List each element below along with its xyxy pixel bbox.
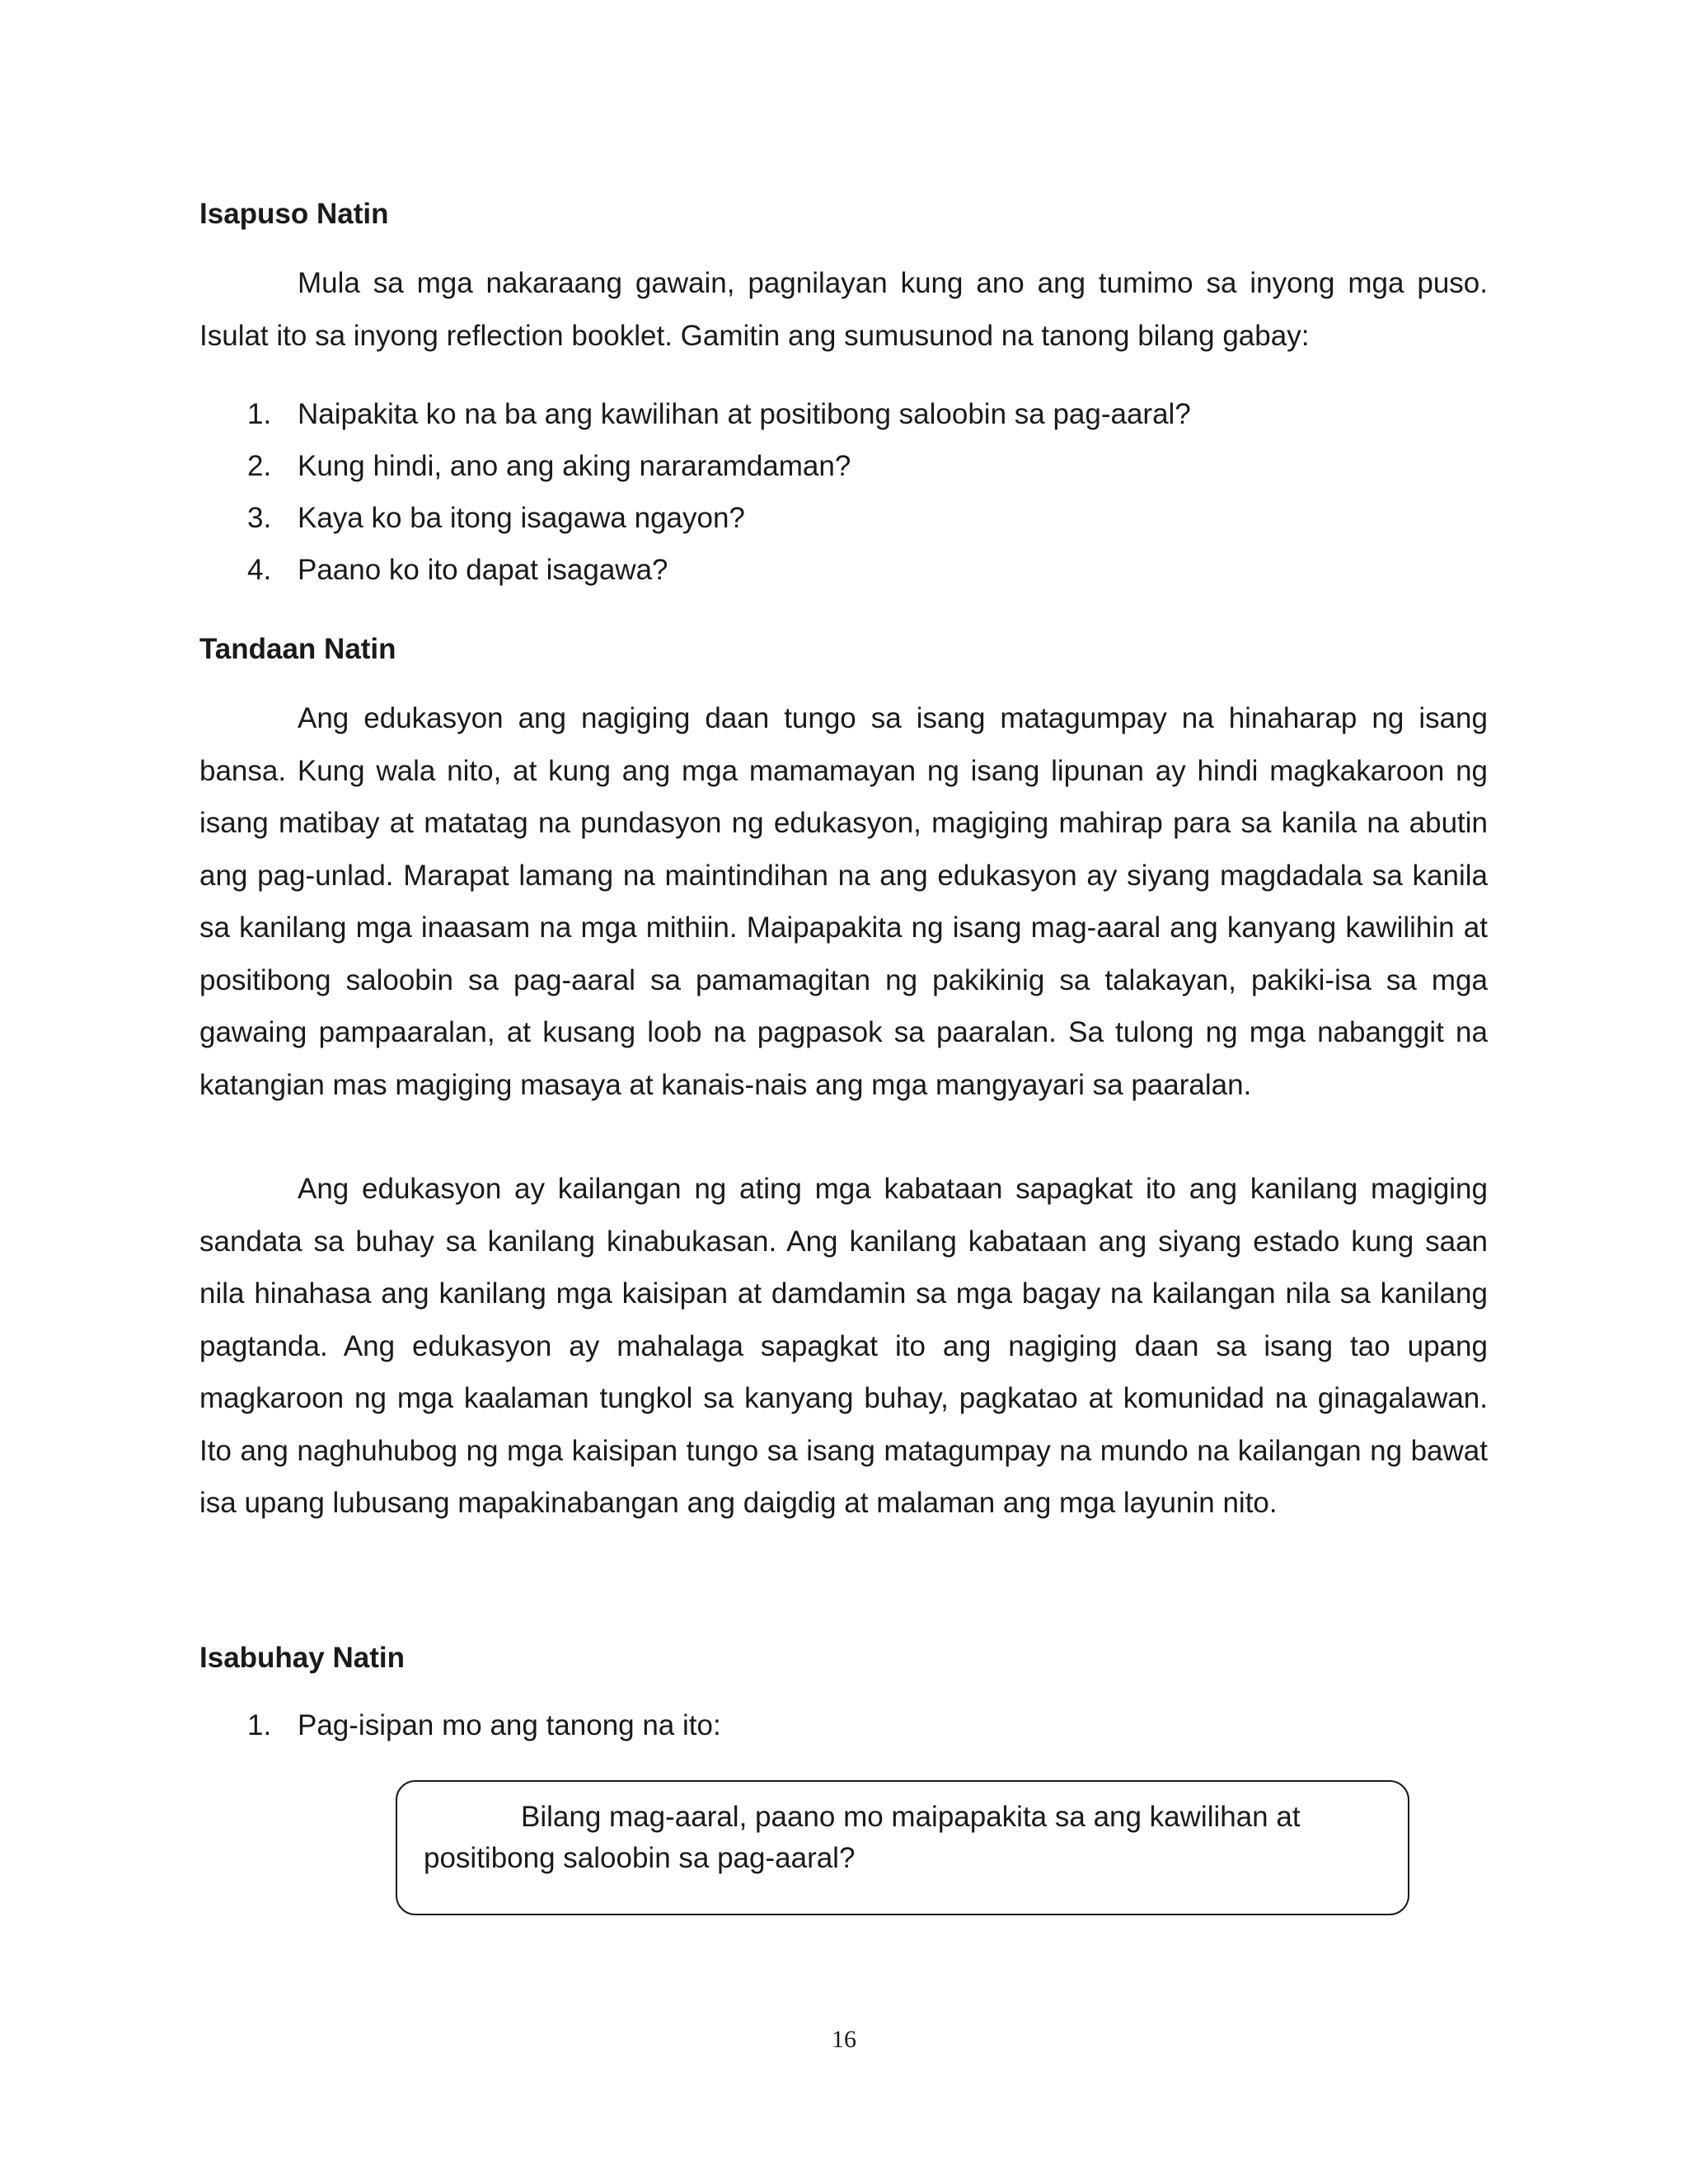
list-item-text: Kaya ko ba itong isagawa ngayon?: [298, 502, 745, 534]
isabuhay-list: [199, 1709, 1488, 1761]
page-number: 16: [832, 2026, 856, 2053]
list-item: [199, 398, 1488, 450]
list-item: [199, 554, 1488, 606]
list-item: [199, 450, 1488, 502]
list-number: 1.: [247, 1709, 272, 1741]
question-box: [396, 1780, 1409, 1915]
section-heading-isabuhay: Isabuhay Natin: [199, 1642, 405, 1674]
list-number: 2.: [247, 450, 272, 482]
list-number: 4.: [247, 554, 272, 586]
list-item: [199, 1709, 1488, 1761]
list-number: 1.: [247, 398, 272, 430]
isapuso-paragraph: Mula sa mga nakaraang gawain, pagnilayan kung ano ang tumimo sa inyong mga puso. Isulat ito sa inyong reflection booklet. Gamitin ang sumusunod na tanong bilang gabay:: [199, 267, 1488, 352]
section-heading-tandaan: Tandaan Natin: [199, 633, 396, 665]
list-item-text: Kung hindi, ano ang aking nararamdaman?: [298, 450, 851, 482]
tandaan-paragraph-2: Ang edukasyon ay kailangan ng ating mga kabataan sapagkat ito ang kanilang magiging sandata sa buhay sa kanilang kinabukasan. Ang kanilang kabataan ang siyang estado kung saan nila hinahasa ang kanilang mga kaisipan at damdamin sa mga bagay na kailangan nila sa kanilang pagtanda. Ang edukasyon ay mahalaga sapagkat ito ang nagiging daan sa isang tao upang magkaroon ng mga kaalaman tungkol sa kanyang buhay, pagkatao at komunidad na ginagalawan. Ito ang naghuhubog ng mga kaisipan tungo sa isang matagumpay na mundo na kailangan ng bawat isa upang lubusang mapakinabangan ang daigdig at malaman ang mga layunin nito.: [199, 1173, 1488, 1519]
list-number: 3.: [247, 502, 272, 534]
list-item-text: Pag-isipan mo ang tanong na ito:: [298, 1709, 721, 1741]
list-item-text: Naipakita ko na ba ang kawilihan at positibong saloobin sa pag-aaral?: [298, 398, 1191, 430]
list-item: [199, 502, 1488, 554]
list-item-text: Paano ko ito dapat isagawa?: [298, 554, 668, 586]
tandaan-paragraph-1: Ang edukasyon ang nagiging daan tungo sa isang matagumpay na hinaharap ng isang bansa. Kung wala nito, at kung ang mga mamamayan ng isang lipunan ay hindi magkakaroon ng isang matibay at matatag na pundasyon ng edukasyon, magiging mahirap para sa kanila na abutin ang pag-unlad. Marapat lamang na maintindihan na ang edukasyon ay siyang magdadala sa kanila sa kanilang mga inaasam na mga mithiin. Maipapakita ng isang mag-aaral ang kanyang kawilihin at positibong saloobin sa pag-aaral sa pamamagitan ng pakikinig sa talakayan, pakiki-isa sa mga gawaing pampaaralan, at kusang loob na pagpasok sa paaralan. Sa tulong ng mga nabanggit na katangian mas magiging masaya at kanais-nais ang mga mangyayari sa paaralan.: [199, 702, 1488, 1101]
question-box-text: Bilang mag-aaral, paano mo maipapakita sa ang kawilihan at positibong saloobin sa pag-aaral?: [424, 1801, 1301, 1874]
guide-questions-list: [199, 398, 1488, 606]
section-heading-isapuso: Isapuso Natin: [199, 198, 389, 230]
